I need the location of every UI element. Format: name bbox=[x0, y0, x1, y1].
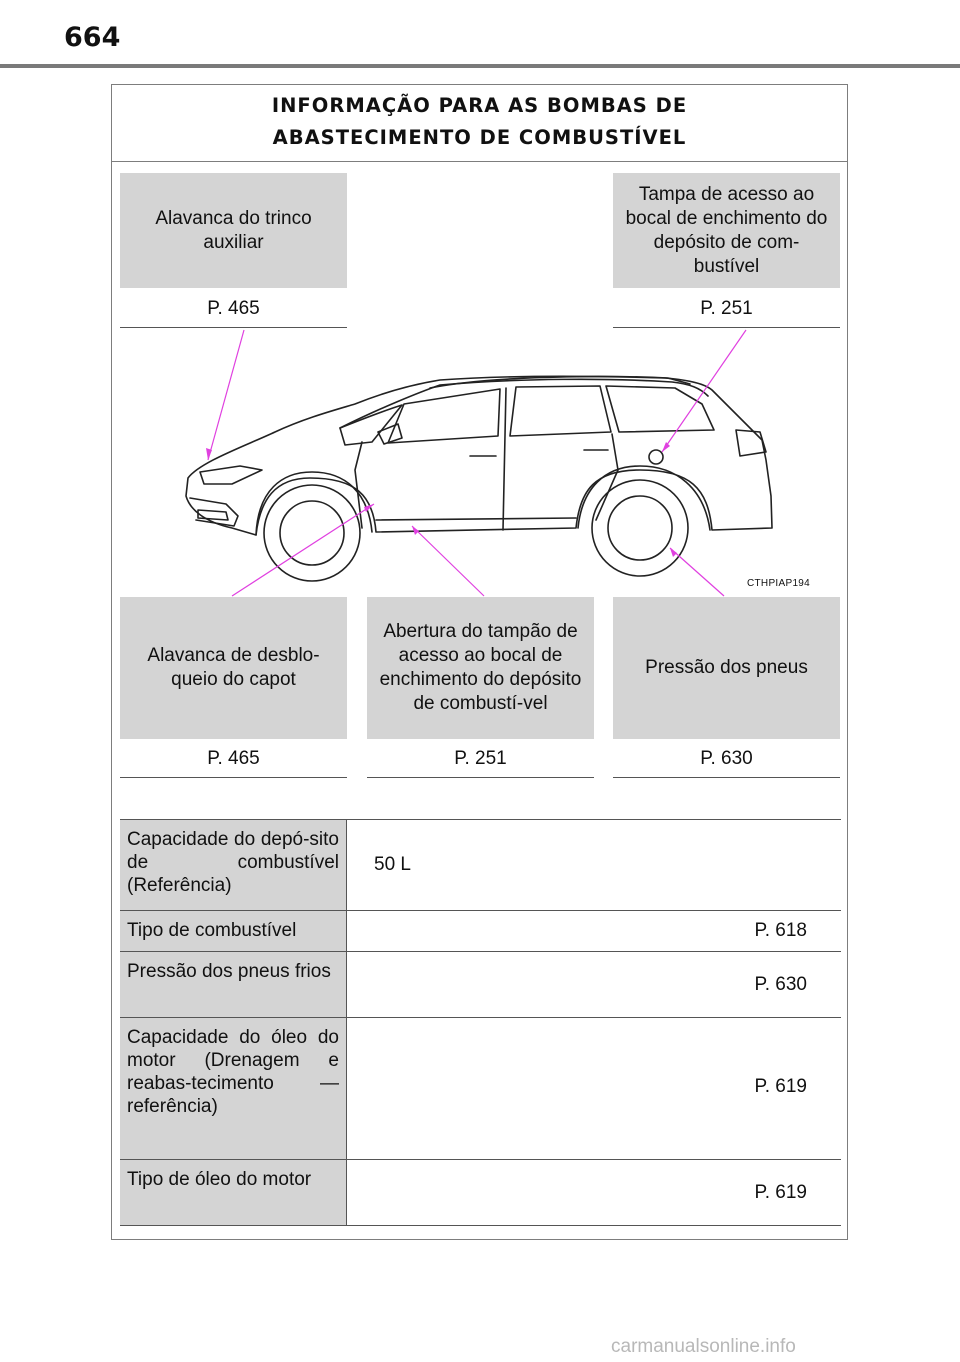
leader-line bbox=[232, 504, 374, 596]
leader-arrowhead bbox=[662, 442, 670, 452]
callout-label: Alavanca de desblo-queio do capot bbox=[147, 645, 320, 690]
rear-wheel-arch bbox=[578, 466, 710, 530]
table-row bbox=[120, 951, 841, 1017]
row-value-cell bbox=[347, 952, 841, 1017]
callout-page-ref: P. 630 bbox=[700, 748, 753, 769]
row-value: P. 630 bbox=[754, 974, 807, 995]
row-label: Pressão dos pneus frios bbox=[120, 952, 347, 1017]
sill bbox=[376, 518, 576, 520]
windshield bbox=[340, 405, 402, 445]
rear-tire bbox=[592, 480, 688, 576]
rear-rim bbox=[608, 496, 672, 560]
callout-fuel-door-opener bbox=[367, 597, 594, 739]
row-label: Capacidade do depó-sito de combustível (Referência) bbox=[120, 820, 347, 910]
row-value-cell bbox=[347, 820, 841, 910]
callout-label: Alavanca do trinco auxiliar bbox=[155, 207, 312, 253]
leader-line bbox=[662, 330, 746, 452]
row-value-cell bbox=[347, 1160, 841, 1225]
callout-rule bbox=[613, 777, 840, 778]
row-value-cell bbox=[347, 1018, 841, 1159]
leader-line bbox=[208, 330, 244, 460]
box-title-line-1: INFORMAÇÃO PARA AS BOMBAS DE bbox=[271, 94, 688, 117]
row-value: P. 618 bbox=[754, 920, 807, 941]
fuel-door bbox=[649, 450, 663, 464]
watermark: carmanualsonline.info bbox=[611, 1336, 796, 1357]
callout-hood-release-lever bbox=[120, 597, 347, 739]
tail-light bbox=[736, 430, 766, 456]
callout-page-ref: P. 465 bbox=[207, 298, 260, 319]
quarter-window bbox=[606, 386, 714, 432]
rear-door-line bbox=[596, 434, 618, 520]
table-row bbox=[120, 819, 841, 910]
callout-page-ref: P. 465 bbox=[207, 748, 260, 769]
rear-window bbox=[510, 386, 611, 436]
illustration-code: CTHPIAP194 bbox=[747, 578, 811, 589]
front-rim bbox=[280, 501, 344, 565]
box-title-line-2: ABASTECIMENTO DE COMBUSTÍVEL bbox=[272, 126, 687, 149]
spec-table bbox=[120, 819, 841, 1226]
callout-label: Pressão dos pneus bbox=[645, 657, 808, 678]
callout-page-ref: P. 251 bbox=[454, 748, 507, 769]
b-pillar bbox=[503, 388, 506, 530]
fog-light bbox=[198, 510, 228, 520]
front-window bbox=[388, 389, 500, 443]
leader-line bbox=[670, 548, 724, 596]
callout-tire-pressure bbox=[613, 597, 840, 739]
table-row bbox=[120, 1159, 841, 1226]
leader-arrowhead bbox=[670, 548, 677, 557]
callout-page-ref: P. 251 bbox=[700, 298, 753, 319]
row-label: Capacidade do óleo do motor (Drenagem e reabas-tecimento — referência) bbox=[120, 1018, 347, 1159]
callout-rule bbox=[120, 777, 347, 778]
row-value: P. 619 bbox=[754, 1182, 807, 1203]
row-value: 50 L bbox=[374, 854, 411, 875]
callout-label: Tampa de acesso ao bocal de enchimento do depósito de com-bustível bbox=[625, 183, 828, 277]
row-label: Tipo de combustível bbox=[120, 911, 347, 951]
table-row bbox=[120, 910, 841, 951]
headlight bbox=[200, 466, 262, 484]
row-value: P. 619 bbox=[754, 1076, 807, 1097]
callout-label: Abertura do tampão de acesso ao bocal de enchimento do depósito de combustí-vel bbox=[379, 621, 582, 714]
table-row bbox=[120, 1017, 841, 1159]
row-label: Tipo de óleo do motor bbox=[120, 1160, 347, 1225]
side-mirror bbox=[378, 424, 402, 444]
row-value-cell bbox=[347, 911, 841, 951]
leader-line bbox=[412, 526, 484, 596]
page-number: 664 bbox=[64, 22, 121, 53]
callout-rule bbox=[367, 777, 594, 778]
